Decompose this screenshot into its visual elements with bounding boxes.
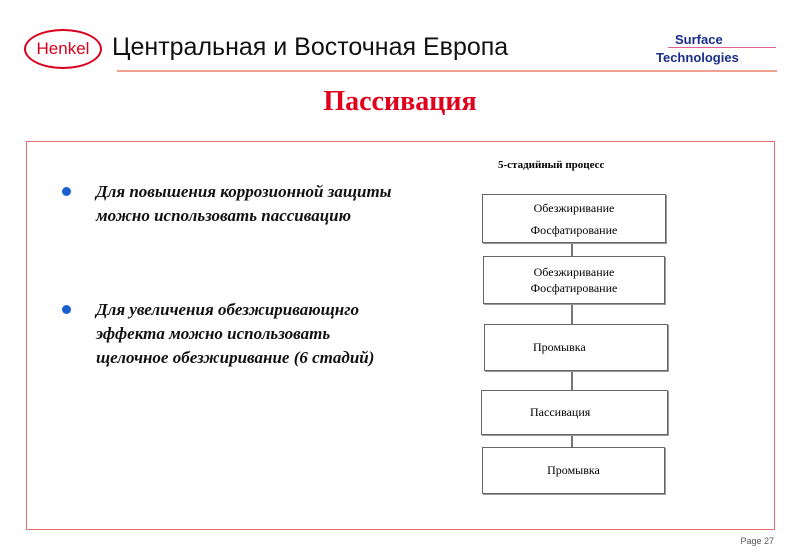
brand-line2: Technologies	[656, 50, 739, 65]
bullet-text: Для увеличения обезжиривающнго эффекта можно использовать щелочное обезжиривание (6 стадий)	[96, 300, 375, 367]
bullet-icon	[62, 187, 71, 196]
process-step: Пассивация	[481, 390, 668, 435]
connector	[571, 242, 573, 256]
brand-line1: Surface	[675, 32, 723, 47]
process-step: Промывка	[482, 447, 665, 494]
process-title: 5-стадийный процесс	[498, 159, 605, 171]
process-step: Обезжиривание Фосфатирование	[483, 256, 665, 304]
region-title: Центральная и Восточная Европа	[112, 33, 509, 61]
henkel-logo: Henkel	[24, 29, 102, 69]
bullet-icon	[62, 305, 71, 314]
connector	[571, 434, 573, 448]
brand-divider	[668, 47, 776, 48]
connector	[571, 304, 573, 324]
process-step: Обезжиривание Фосфатирование	[482, 194, 666, 243]
header-divider	[117, 70, 777, 72]
bullet-item	[66, 298, 406, 370]
connector	[571, 371, 573, 391]
bullet-text: Для повышения коррозионной защиты можно использовать пассивацию	[96, 182, 392, 225]
slide-title: Пассивация	[323, 86, 477, 117]
process-step: Промывка	[484, 324, 668, 371]
bullet-item	[66, 180, 406, 228]
page-number: Page 27	[740, 536, 774, 546]
